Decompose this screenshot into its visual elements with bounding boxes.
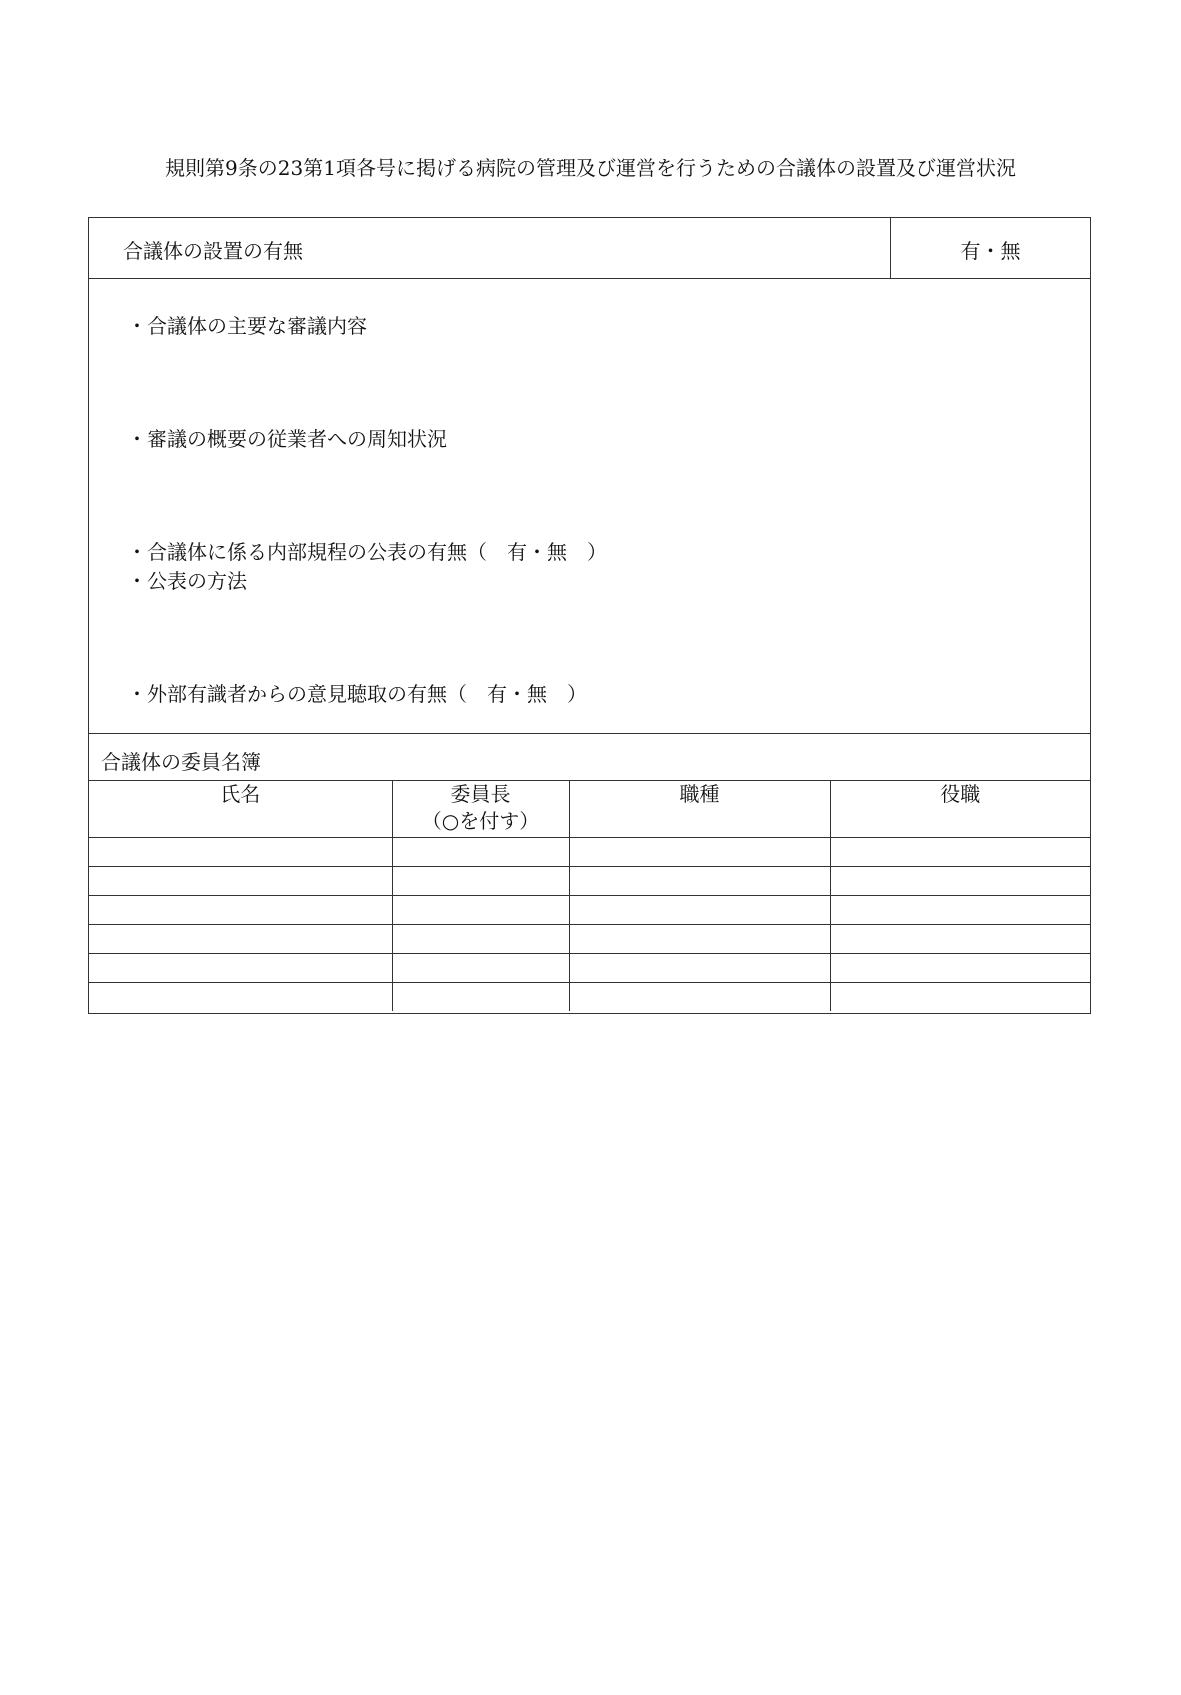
position-cell[interactable] [830, 838, 1090, 867]
table-row [89, 867, 1090, 896]
name-cell[interactable] [89, 896, 392, 925]
public-method-item: ・公表の方法 [127, 569, 247, 593]
external-opinion-item[interactable]: ・外部有識者からの意見聴取の有無（ 有・無 ） [127, 682, 587, 706]
chair-note: （○を付す） [421, 809, 540, 833]
setup-choice[interactable]: 有・無 [960, 239, 1021, 263]
occupation-cell[interactable] [569, 896, 830, 925]
roster-header-row [89, 780, 1090, 838]
setup-label: 合議体の設置の有無 [123, 239, 303, 263]
member-roster-table [89, 780, 1090, 1011]
page-title: 規則第9条の23第1項各号に掲げる病院の管理及び運営を行うための合議体の設置及び運営状況 [165, 156, 1016, 180]
table-row [89, 925, 1090, 954]
column-header-name: 氏名 [89, 780, 392, 838]
staff-notice-item: ・審議の概要の従業者への周知状況 [127, 427, 447, 451]
chair-cell[interactable] [392, 925, 569, 954]
table-row [89, 896, 1090, 925]
table-row [89, 983, 1090, 1012]
position-cell[interactable] [830, 867, 1090, 896]
position-cell[interactable] [830, 954, 1090, 983]
column-header-chair: 委員長 （○を付す） [392, 780, 569, 838]
position-cell[interactable] [830, 896, 1090, 925]
name-cell[interactable] [89, 867, 392, 896]
name-cell[interactable] [89, 983, 392, 1012]
column-header-position: 役職 [830, 780, 1090, 838]
occupation-cell[interactable] [569, 925, 830, 954]
chair-cell[interactable] [392, 983, 569, 1012]
setup-row [89, 218, 1090, 279]
members-label: 合議体の委員名簿 [101, 750, 261, 774]
name-cell[interactable] [89, 925, 392, 954]
position-cell[interactable] [830, 925, 1090, 954]
name-cell[interactable] [89, 838, 392, 867]
chair-cell[interactable] [392, 896, 569, 925]
rules-public-item[interactable]: ・合議体に係る内部規程の公表の有無（ 有・無 ） [127, 540, 607, 564]
occupation-cell[interactable] [569, 983, 830, 1012]
column-header-occupation: 職種 [569, 780, 830, 838]
occupation-cell[interactable] [569, 838, 830, 867]
name-cell[interactable] [89, 954, 392, 983]
chair-cell[interactable] [392, 867, 569, 896]
position-cell[interactable] [830, 983, 1090, 1012]
chair-cell[interactable] [392, 838, 569, 867]
occupation-cell[interactable] [569, 867, 830, 896]
chair-cell[interactable] [392, 954, 569, 983]
members-header [89, 733, 1090, 781]
occupation-cell[interactable] [569, 954, 830, 983]
council-form [88, 217, 1091, 1014]
table-row [89, 954, 1090, 983]
main-topics-item: ・合議体の主要な審議内容 [127, 314, 367, 338]
table-row [89, 838, 1090, 867]
